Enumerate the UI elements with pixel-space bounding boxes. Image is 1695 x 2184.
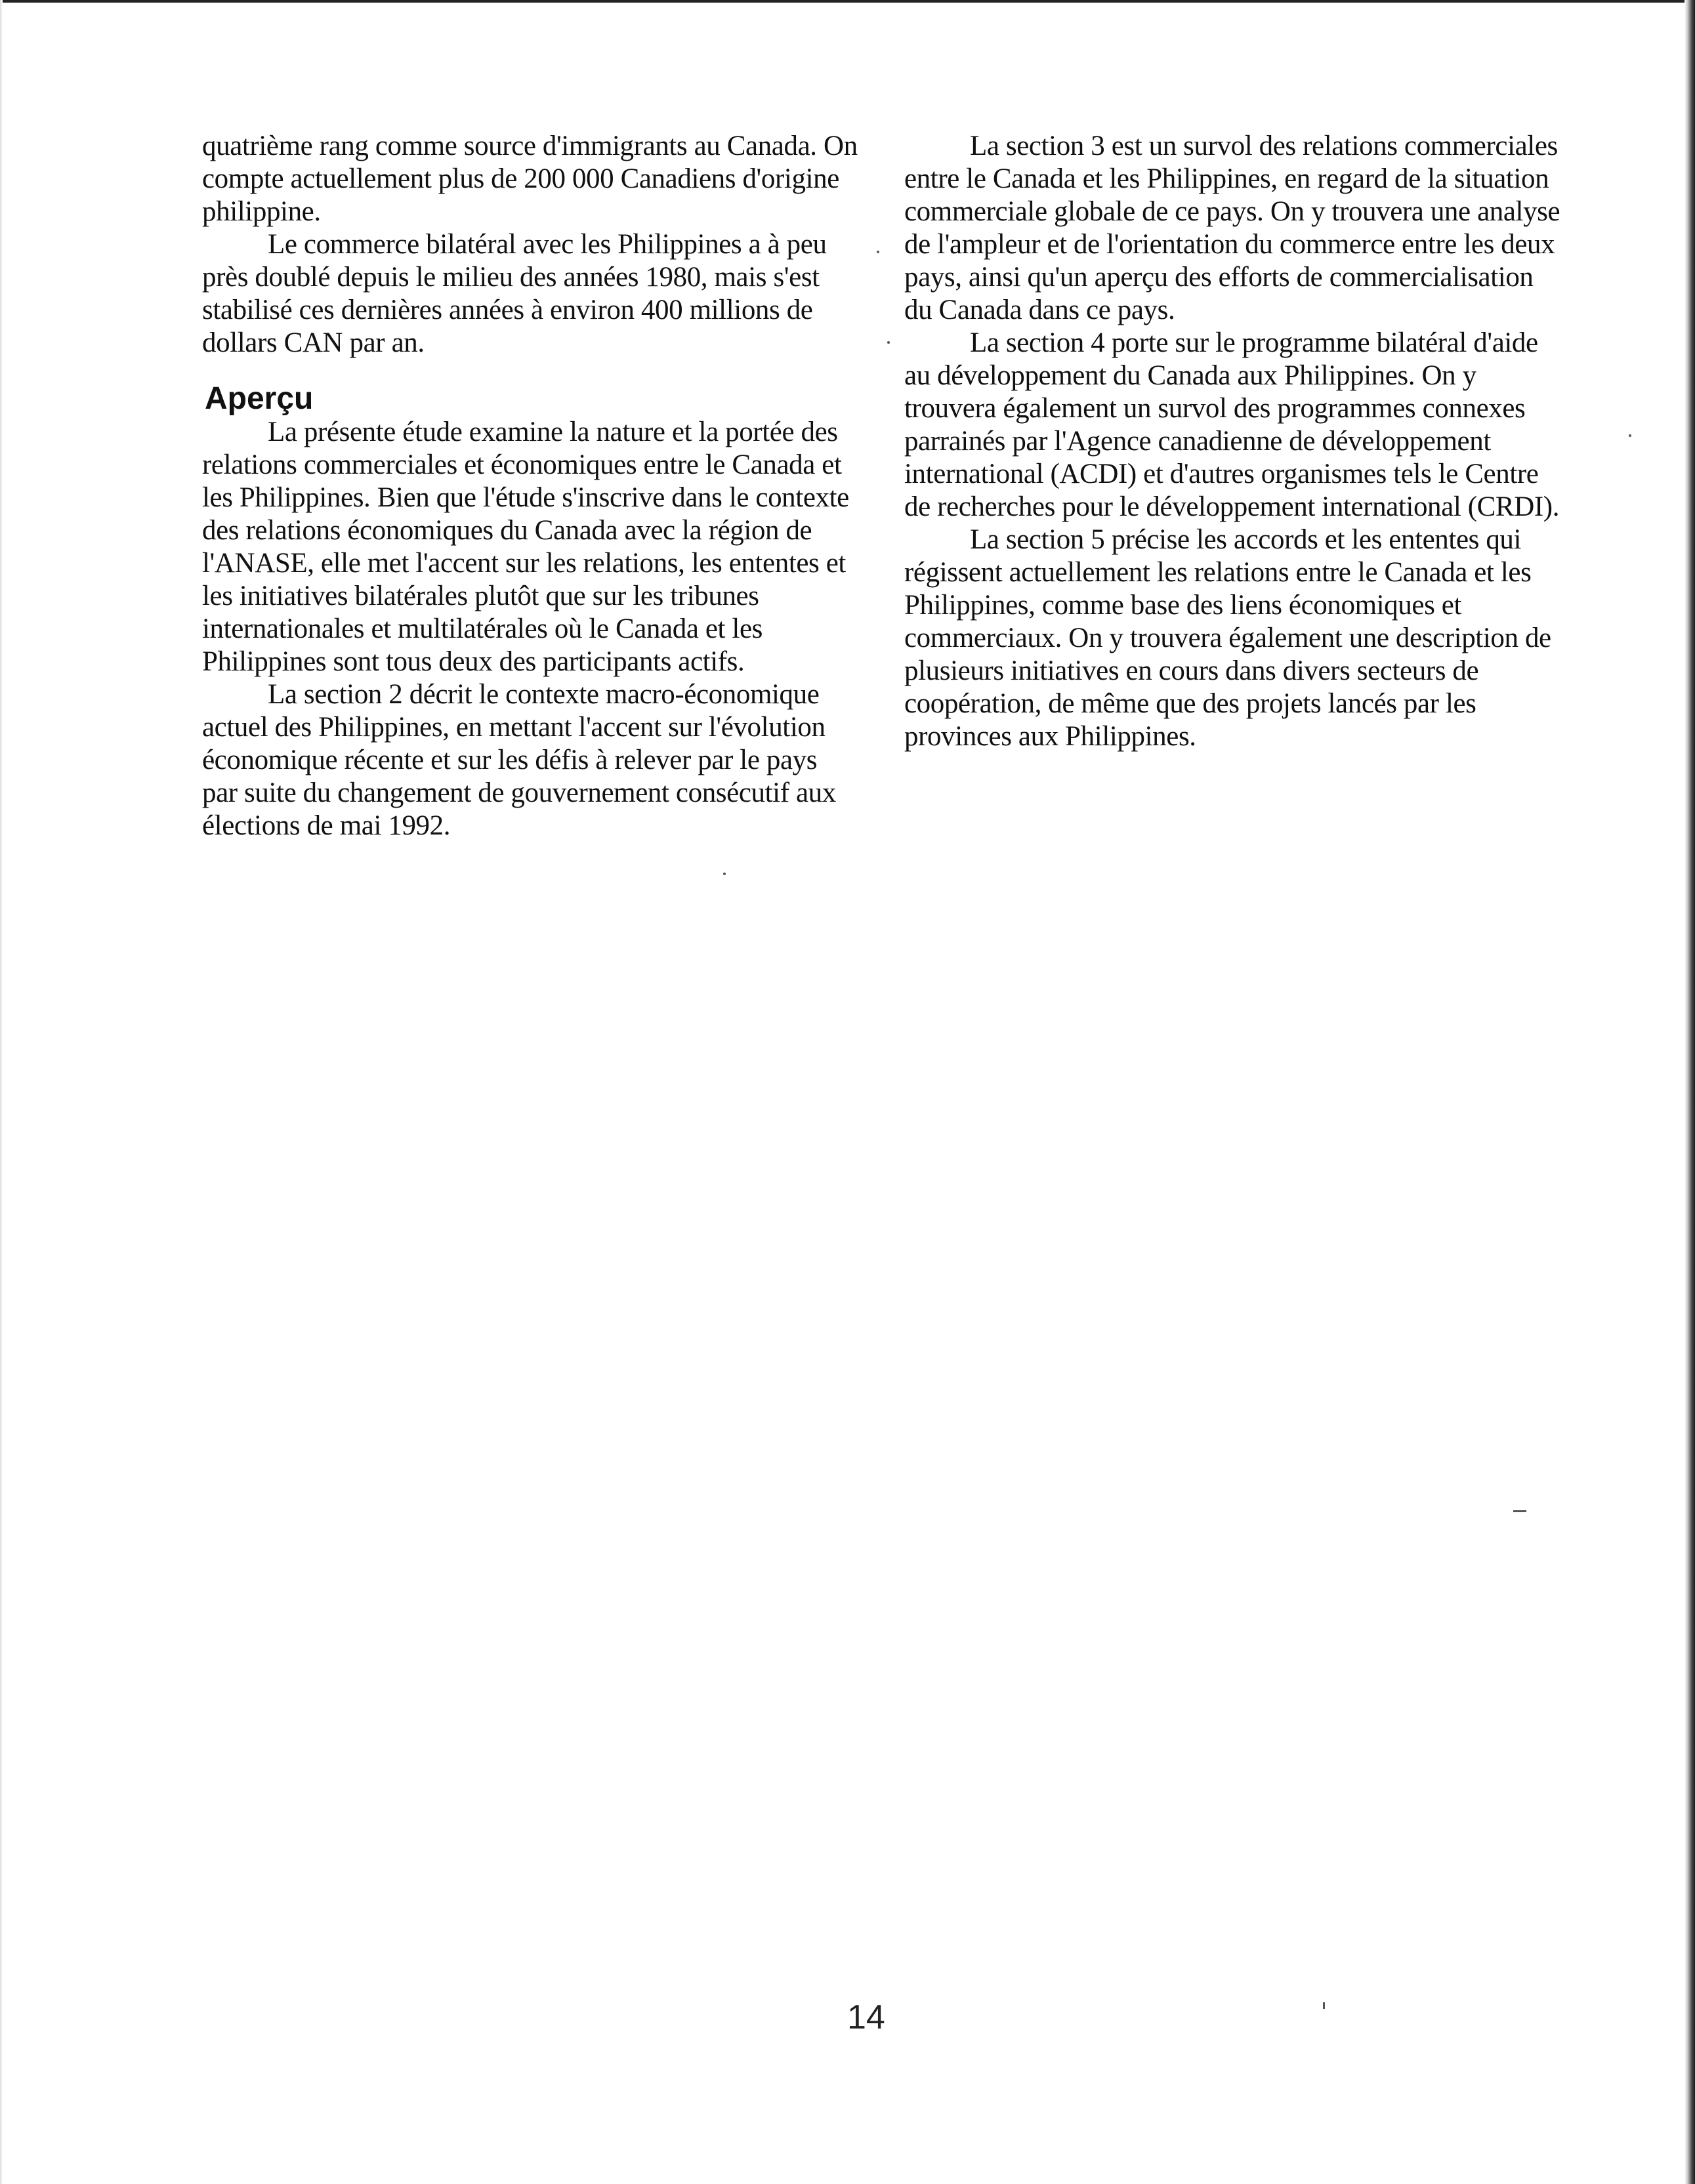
scan-right-edge xyxy=(1685,0,1695,2184)
scan-speck xyxy=(723,873,726,875)
paragraph-section-2: La section 2 décrit le contexte macro-économique actuel des Philippines, en mettant l'accent sur l'évolution économique récente et sur les défis à relever par le pays par suite du changement de gouvernement consécutif aux élections de mai 1992. xyxy=(202,679,836,841)
scan-speck xyxy=(1323,2002,1325,2009)
scan-speck xyxy=(877,251,879,253)
paragraph-section-4: La section 4 porte sur le programme bilatéral d'aide au développement du Canada aux Philippines. On y trouvera également un survol des programmes connexes parrainés par l'Agence canadienne de développement international (ACDI) et d'autres organismes tels le Centre de recherches pour le développement international (CRDI). xyxy=(904,327,1560,522)
left-column xyxy=(202,130,858,842)
page-number: 14 xyxy=(847,1998,885,2036)
section-heading-apercu: Aperçu xyxy=(205,381,314,416)
scan-left-edge xyxy=(0,0,3,2184)
paragraph-commerce: Le commerce bilatéral avec les Philippines a à peu près doublé depuis le milieu des années 1980, mais s'est stabilisé ces dernières années à environ 400 millions de dollars CAN par an. xyxy=(202,229,827,358)
scan-speck xyxy=(1629,434,1631,437)
scan-speck xyxy=(887,341,890,344)
paragraph-section-3: La section 3 est un survol des relations commerciales entre le Canada et les Philippines, en regard de la situation commerciale globale de ce pays. On y trouvera une analyse de l'ampleur et de l'orientation du commerce entre les deux pays, ainsi qu'un aperçu des efforts de commercialisation du Canada dans ce pays. xyxy=(904,131,1560,325)
scan-speck xyxy=(1513,1510,1526,1512)
right-column xyxy=(904,130,1560,753)
paragraph-etude: La présente étude examine la nature et la portée des relations commerciales et économiques entre le Canada et les Philippines. Bien que l'étude s'inscrive dans le contexte des relations économiques du Canada avec la région de l'ANASE, elle met l'accent sur les relations, les ententes et les initiatives bilatérales plutôt que sur les tribunes internationales et multilatérales où le Canada et les Philippines sont tous deux des participants actifs. xyxy=(202,417,849,677)
paragraph-section-5: La section 5 précise les accords et les ententes qui régissent actuellement les relations entre le Canada et les Philippines, comme base des liens économiques et commerciaux. On y trouvera également une description de plusieurs initiatives en cours dans divers secteurs de coopération, de même que des projets lancés par les provinces aux Philippines. xyxy=(904,524,1551,752)
scan-top-edge xyxy=(0,0,1695,3)
paragraph-continued: quatrième rang comme source d'immigrants au Canada. On compte actuellement plus de 200 000 Canadiens d'origine philippine. xyxy=(202,131,858,227)
